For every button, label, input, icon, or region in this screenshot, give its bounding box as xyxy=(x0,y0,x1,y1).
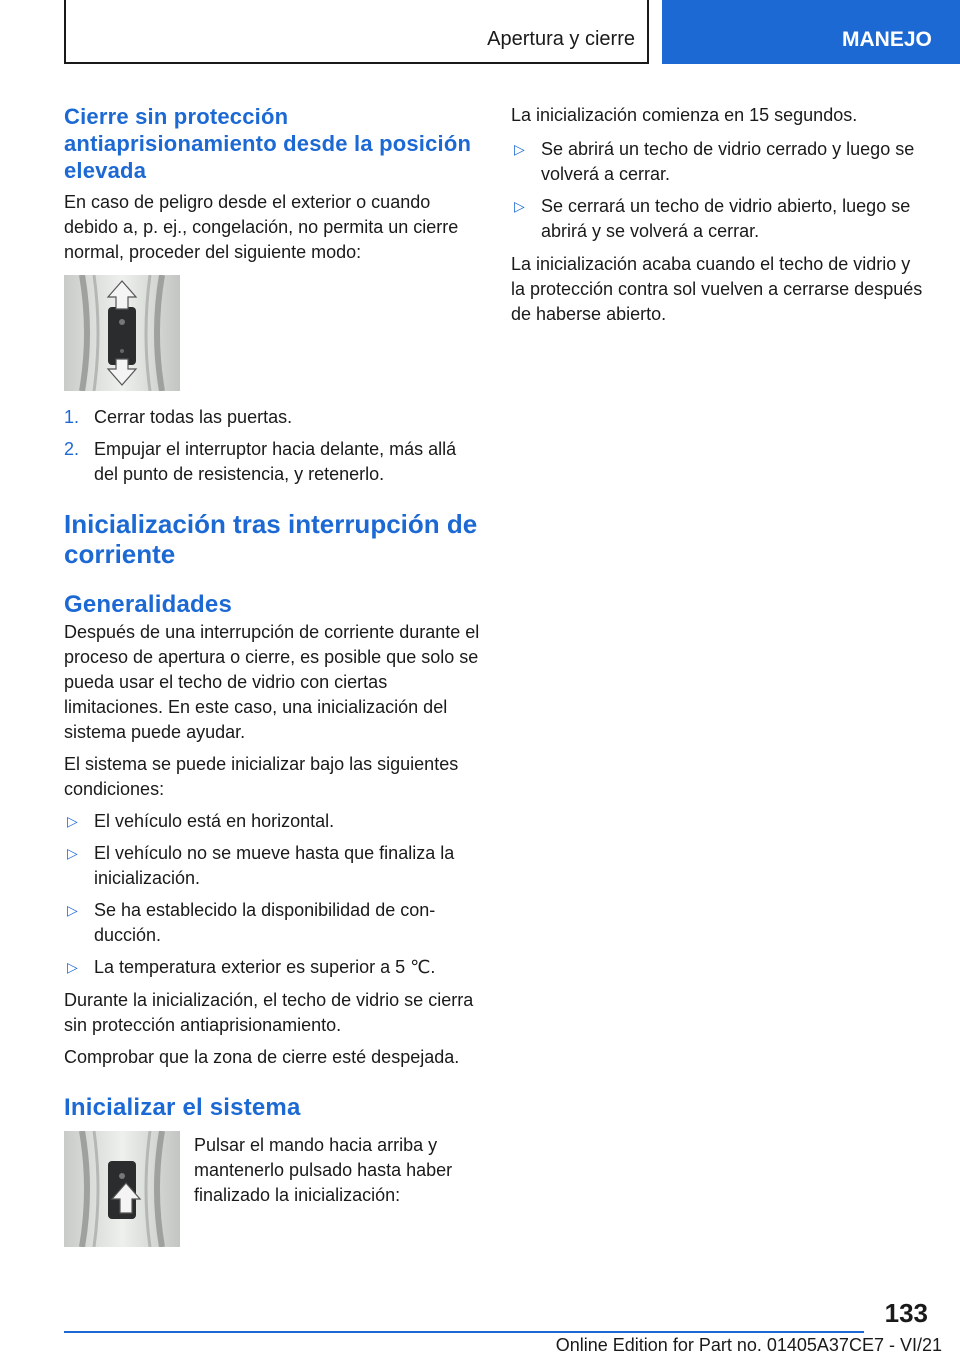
step-number: 1. xyxy=(64,407,80,427)
general-paragraph-4: Comprobar que la zona de cierre esté despejada. xyxy=(64,1047,460,1067)
triangle-bullet-icon: ▷ xyxy=(67,959,78,975)
switch-push-forward-image xyxy=(64,275,180,391)
condition-text: La temperatura exterior es superior a 5 ℃. xyxy=(94,957,436,977)
right-paragraph-2: La inicialización acaba cuando el techo de vidrio y la protección contra sol vuelven a cerrarse después de haberse abierto. xyxy=(511,254,923,324)
bullet-text: Se cerrará un techo de vidrio abierto, luego se abrirá y se volverá a cerrar. xyxy=(541,196,911,241)
switch-push-up-image xyxy=(64,1131,180,1247)
conditions-list xyxy=(64,809,480,980)
step-text: Empujar el interruptor hacia delante, más allá del punto de resistencia, y retenerlo. xyxy=(94,439,457,484)
closing-steps xyxy=(64,405,480,487)
condition-text: Se ha establecido la disponibilidad de conducción. xyxy=(94,900,436,945)
triangle-bullet-icon: ▷ xyxy=(67,813,78,829)
step-number: 2. xyxy=(64,439,80,459)
triangle-bullet-icon: ▷ xyxy=(514,141,525,157)
page-number: 133 xyxy=(884,1298,928,1328)
general-paragraph-2: El sistema se puede inicializar bajo las siguientes condiciones: xyxy=(64,754,459,799)
bullet-text: Se abrirá un techo de vidrio cerrado y luego se volverá a cerrar. xyxy=(541,139,915,184)
left-column xyxy=(64,103,480,1247)
initialization-bullets xyxy=(511,137,927,244)
init-system-text: Pulsar el mando hacia arriba y mantenerlo pulsado hasta haber finalizado la inicialización: xyxy=(194,1135,453,1205)
list-item xyxy=(64,898,480,948)
general-paragraph-3: Durante la inicialización, el techo de vidrio se cierra sin protección antiaprisionamiento. xyxy=(64,990,474,1035)
right-paragraph-1: La inicialización comienza en 15 segundos. xyxy=(511,105,858,125)
closing-intro: En caso de peligro desde el exterior o cuando debido a, p. ej., congelación, no permita un cierre normal, proceder del siguiente modo: xyxy=(64,192,459,262)
triangle-bullet-icon: ▷ xyxy=(514,198,525,214)
list-item xyxy=(64,437,480,487)
list-item xyxy=(511,137,927,187)
init-system-heading: Inicializar el sistema xyxy=(64,1094,301,1121)
general-paragraph-1: Después de una interrupción de corriente durante el proceso de apertura o cierre, es posible que solo se pueda usar el techo de vidrio con ciertas limitaciones. En este caso, una inicialización del sistema puede ayudar. xyxy=(64,622,480,742)
list-item xyxy=(511,194,927,244)
right-column xyxy=(511,103,927,334)
condition-text: El vehículo está en horizontal. xyxy=(94,811,335,831)
footer-divider xyxy=(64,1331,864,1333)
triangle-bullet-icon: ▷ xyxy=(67,845,78,861)
list-item xyxy=(64,841,480,891)
triangle-bullet-icon: ▷ xyxy=(67,902,78,918)
step-text: Cerrar todas las puertas. xyxy=(94,407,293,427)
general-heading: Generalidades xyxy=(64,591,233,618)
init-heading: Inicialización tras interrupción de corriente xyxy=(64,509,478,569)
list-item xyxy=(64,955,480,980)
footer-edition: Online Edition for Part no. 01405A37CE7 - VI/21 xyxy=(555,1335,942,1355)
chapter-tab: MANEJO xyxy=(662,0,960,64)
closing-heading: Cierre sin protección antiaprisionamiento desde la posición elevada xyxy=(64,104,472,183)
condition-text: El vehículo no se mueve hasta que finaliza la inicialización. xyxy=(94,843,455,888)
header-section-title: Apertura y cierre xyxy=(487,28,635,50)
list-item xyxy=(64,809,480,834)
init-system-row xyxy=(64,1131,480,1247)
list-item xyxy=(64,405,480,430)
header-section-box xyxy=(64,0,649,64)
